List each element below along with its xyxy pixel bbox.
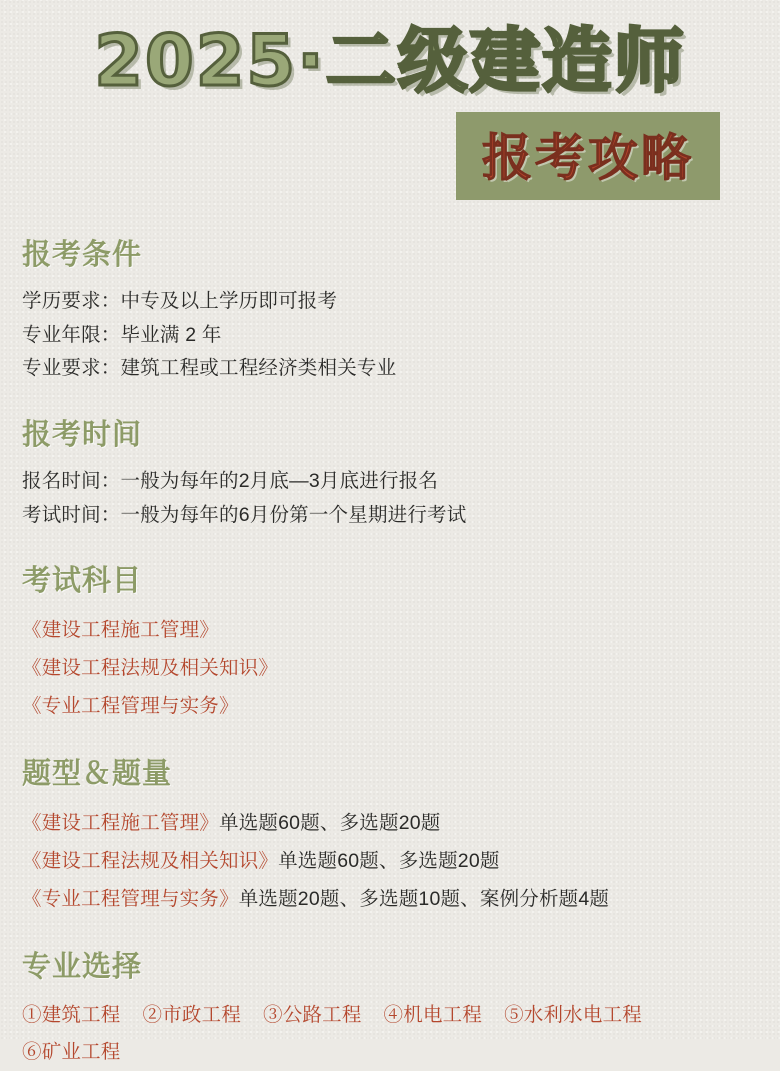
requirement-line: 学历要求：中专及以上学历即可报考 — [22, 290, 338, 313]
major-item: ①建筑工程 — [22, 1004, 121, 1027]
question-detail: 单选题60题、多选题20题 — [219, 812, 441, 835]
section-heading: 专业选择 — [22, 949, 143, 984]
book-title: 《建设工程施工管理》 — [22, 812, 220, 835]
major-item: ②市政工程 — [142, 1004, 242, 1027]
section-schedule — [22, 412, 758, 532]
schedule-line: 报名时间：一般为每年的2月底—3月底进行报名 — [22, 469, 439, 492]
book-title: 《专业工程管理与实务》 — [22, 888, 239, 911]
content-area — [18, 206, 762, 1071]
section-heading: 题型＆题量 — [22, 756, 173, 791]
section-major-choice — [22, 944, 758, 1071]
page-title: 2025·二级建造师 — [94, 20, 686, 102]
subject-item: 《专业工程管理与实务》 — [22, 695, 239, 718]
section-requirements — [22, 232, 758, 386]
subject-item: 《建设工程法规及相关知识》 — [22, 657, 279, 680]
section-subjects — [22, 558, 758, 725]
section-heading: 报考时间 — [22, 416, 143, 451]
question-type-row — [22, 804, 758, 842]
page-subtitle: 报考攻略 — [482, 129, 694, 188]
question-detail: 单选题20题、多选题10题、案例分析题4题 — [238, 888, 610, 911]
schedule-line: 考试时间：一般为每年的6月份第一个星期进行考试 — [22, 503, 467, 526]
book-title: 《建设工程法规及相关知识》 — [22, 850, 279, 873]
section-question-types — [22, 751, 758, 918]
subtitle-row — [18, 112, 762, 200]
major-list — [22, 997, 758, 1034]
section-heading: 考试科目 — [22, 563, 143, 598]
major-item: ④机电工程 — [383, 1004, 483, 1027]
section-heading: 报考条件 — [22, 237, 143, 272]
title-block — [18, 0, 762, 206]
question-type-row — [22, 880, 758, 918]
requirement-line: 专业要求：建筑工程或工程经济类相关专业 — [22, 357, 397, 380]
subject-item: 《建设工程施工管理》 — [22, 619, 220, 642]
question-type-row — [22, 842, 758, 880]
major-item: ③公路工程 — [263, 1004, 362, 1027]
subtitle-band — [456, 112, 720, 200]
requirement-line: 专业年限：毕业满 2 年 — [22, 323, 222, 346]
major-item: ⑤水利水电工程 — [504, 1004, 642, 1027]
major-item: ⑥矿业工程 — [22, 1041, 121, 1064]
question-detail: 单选题60题、多选题20题 — [278, 850, 500, 873]
